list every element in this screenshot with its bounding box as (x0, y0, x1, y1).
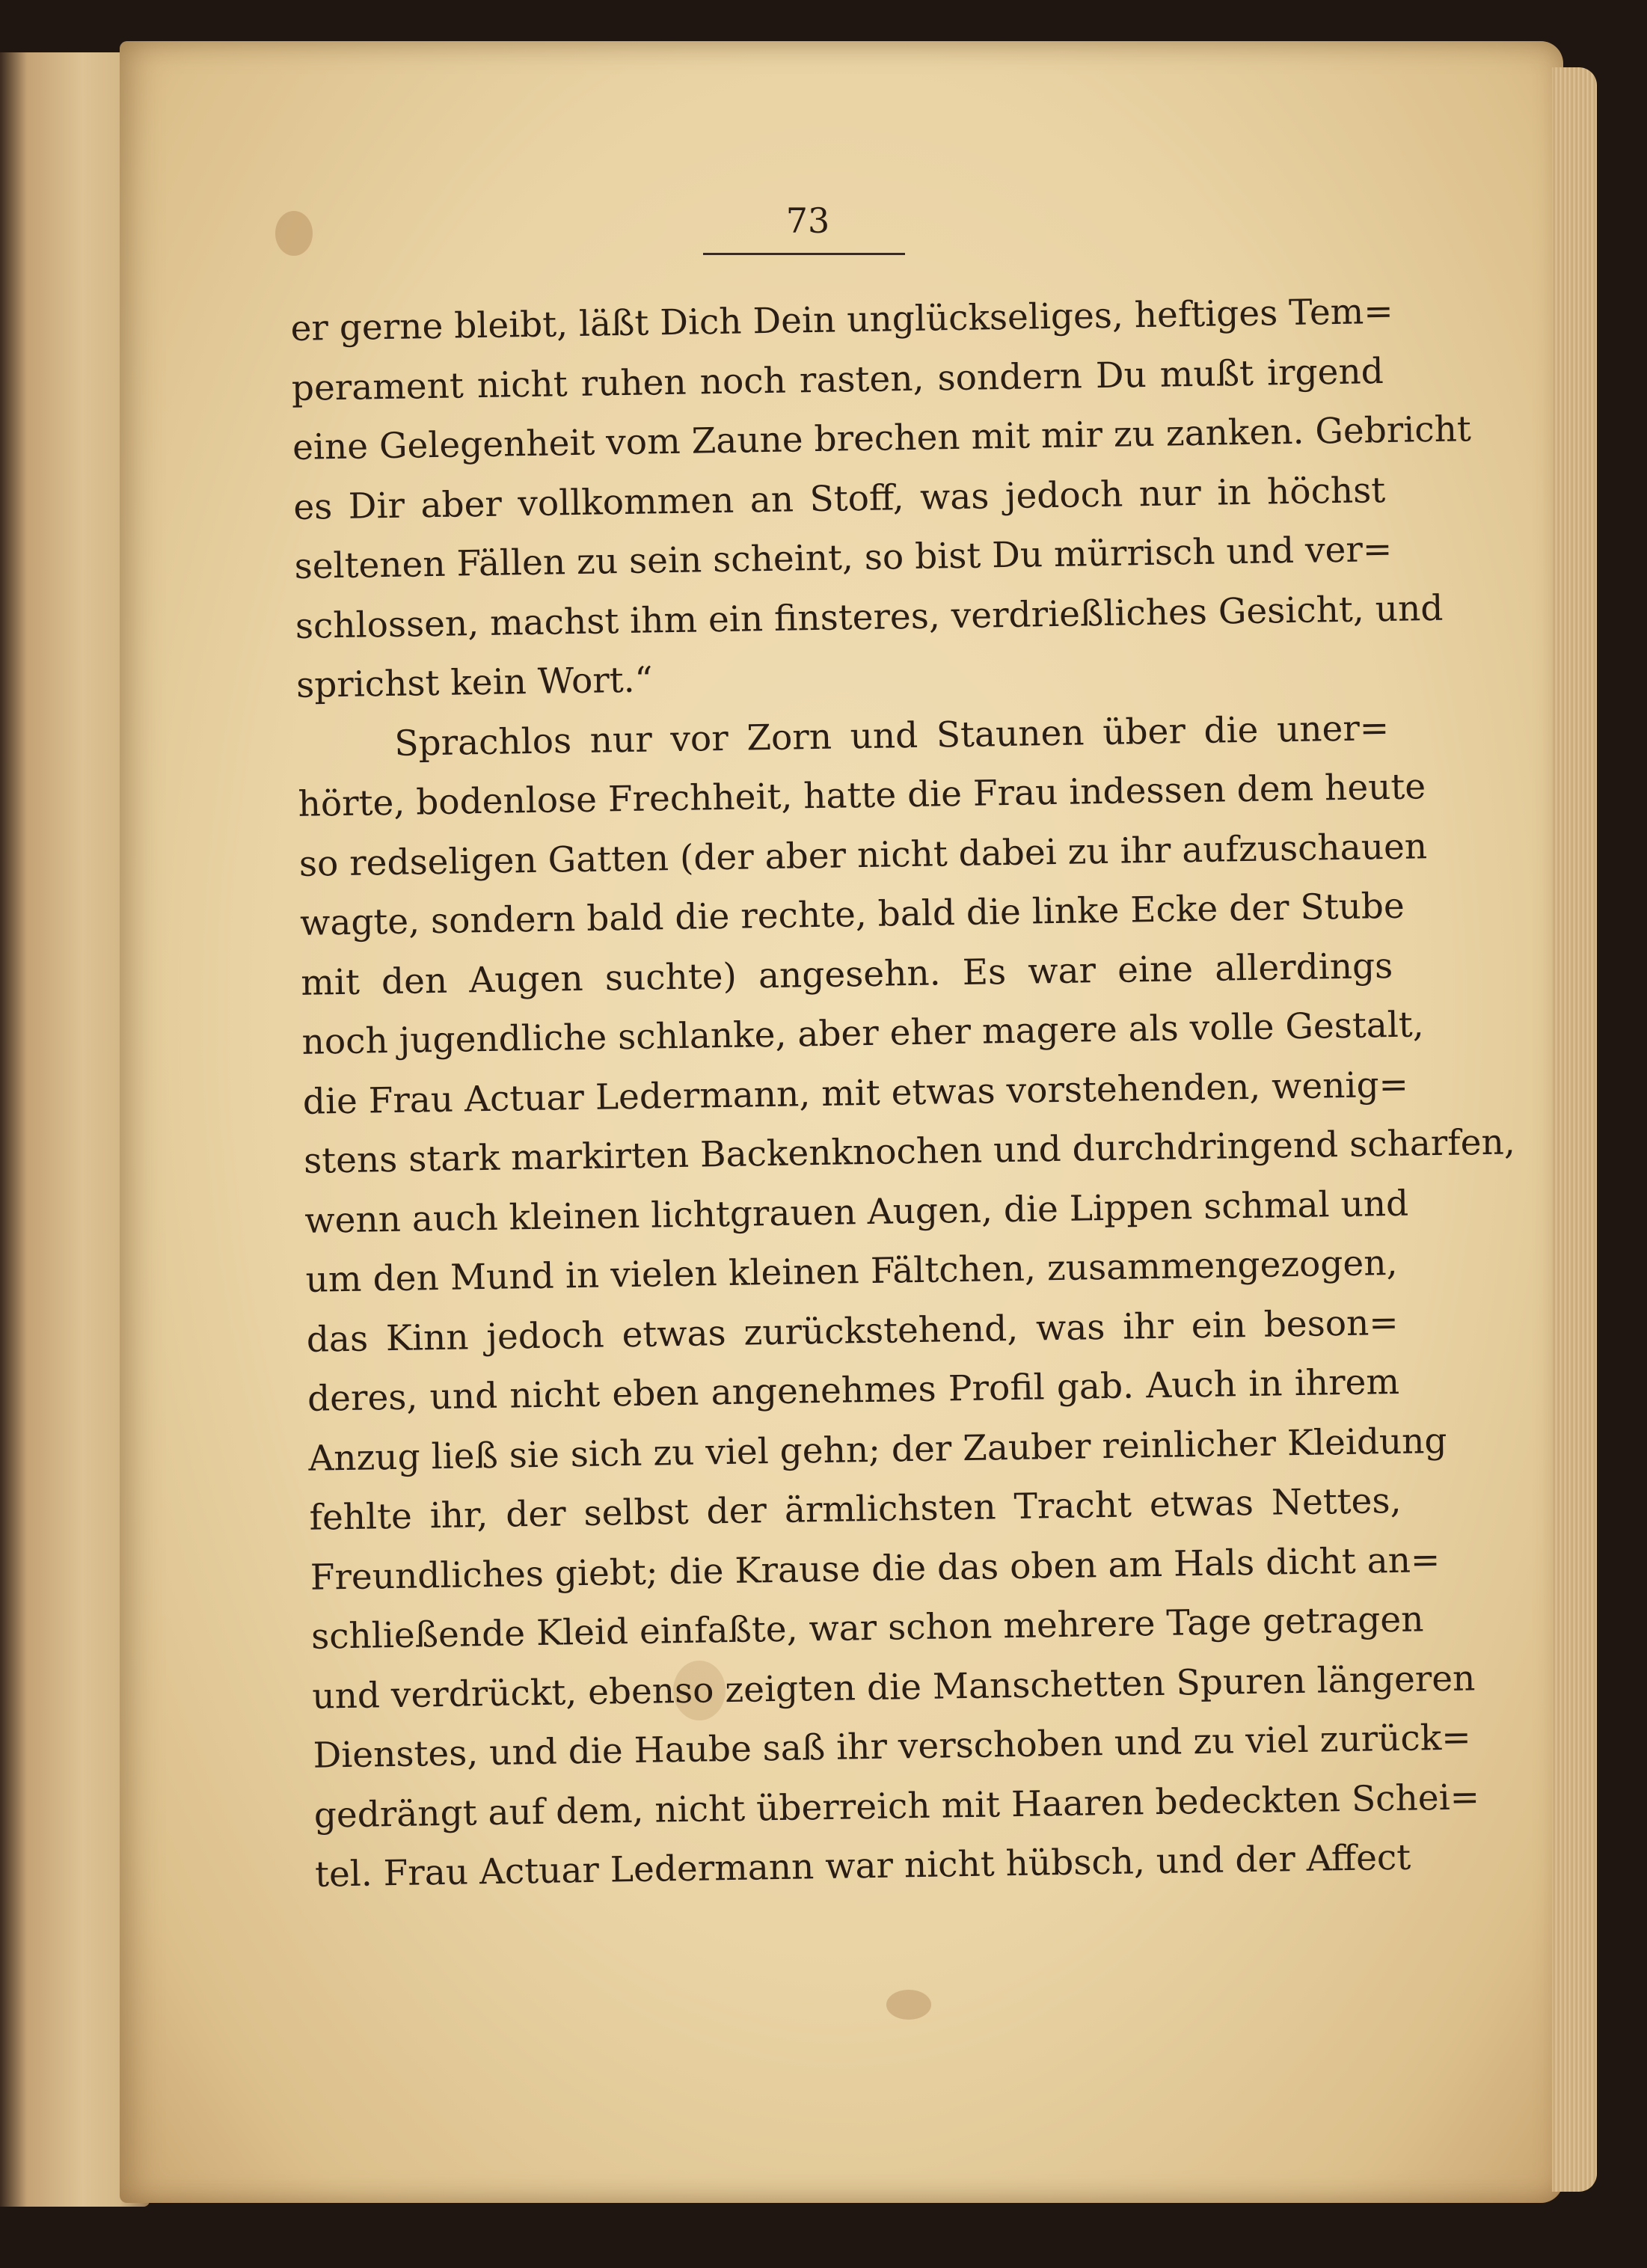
text-line: eine Gelegenheit vom Zaune brechen mit mir zu zanken. Gebricht (292, 408, 1472, 468)
text-line: das Kinn jedoch etwas zurückstehend, was ihr ein beson= (306, 1302, 1399, 1361)
text-line: die Frau Actuar Ledermann, mit etwas vorstehenden, wenig= (302, 1064, 1409, 1123)
page-number: 73 (785, 200, 830, 241)
paper-stain (886, 1990, 931, 2020)
text-line: schlossen, machst ihm ein finsteres, verdrießliches Gesicht, und (295, 587, 1444, 647)
text-line: schließende Kleid einfaßte, war schon mehrere Tage getragen (310, 1599, 1424, 1658)
text-line: seltenen Fällen zu sein scheint, so bist Du mürrisch und ver= (294, 528, 1393, 587)
text-line: hörte, bodenlose Frechheit, hatte die Frau indessen dem heute (298, 766, 1426, 825)
text-line: wagte, sondern bald die rechte, bald die linke Ecke der Stube (299, 885, 1405, 944)
body-text (290, 282, 1516, 1904)
text-line: stens stark markirten Backenknochen und durchdringend scharfen, (303, 1121, 1516, 1182)
text-line: mit den Augen suchte) angesehn. Es war eine allerdings (300, 945, 1393, 1004)
text-line: wenn auch kleinen lichtgrauen Augen, die Lippen schmal und (304, 1183, 1409, 1242)
text-line: Freundliches giebt; die Krause die das oben am Hals dicht an= (310, 1539, 1441, 1599)
page-edges (1552, 67, 1597, 2192)
text-line: und verdrückt, ebenso zeigten die Manschetten Spuren längeren (311, 1657, 1476, 1717)
header-rule (703, 253, 905, 255)
text-line: deres, und nicht eben angenehmes Profil gab. Auch in ihrem (307, 1361, 1400, 1420)
text-line: gedrängt auf dem, nicht überreich mit Haaren bedeckten Schei= (313, 1776, 1480, 1836)
text-line: noch jugendliche schlanke, aber eher magere als volle Gestalt, (301, 1004, 1425, 1063)
text-line: so redseligen Gatten (der aber nicht dabei zu ihr aufzuschauen (298, 825, 1428, 885)
text-line: perament nicht ruhen noch rasten, sondern Du mußt irgend (291, 350, 1384, 409)
text-line: tel. Frau Actuar Ledermann war nicht hübsch, und der Affect (314, 1836, 1411, 1895)
text-line: um den Mund in vielen kleinen Fältchen, zusammengezogen, (305, 1242, 1398, 1301)
text-line: fehlte ihr, der selbst der ärmlichsten Tracht etwas Nettes, (309, 1480, 1402, 1539)
text-line: Sprachlos nur vor Zorn und Staunen über die uner= (393, 707, 1390, 764)
text-line: Dienstes, und die Haube saß ihr verschoben und zu viel zurück= (313, 1717, 1472, 1777)
text-line: Anzug ließ sie sich zu viel gehn; der Zauber reinlicher Kleidung (307, 1420, 1447, 1480)
paper-stain (275, 211, 313, 256)
text-line: er gerne bleibt, läßt Dich Dein unglückseliges, heftiges Tem= (290, 290, 1394, 349)
text-line: es Dir aber vollkommen an Stoff, was jedoch nur in höchst (292, 469, 1386, 528)
text-line: sprichst kein Wort.“ (295, 659, 654, 706)
